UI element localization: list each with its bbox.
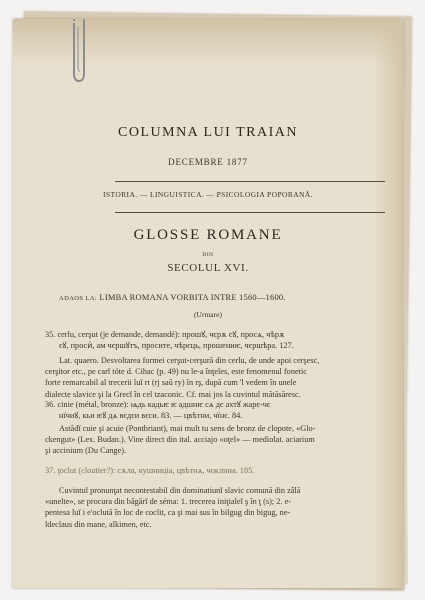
- paragraph-line: pentesa luĭ i e'oclută în loc de coclit, ca şi mai sus în bilgug din bigug, ne-: [45, 508, 291, 518]
- entry-35-continuation: єꙋ, просиⷮ, ам чєршꙋтъ, просите, чѣрєць, прошениѥ, чєршѣра. 127.: [59, 341, 294, 351]
- addendum-title: LIMBA ROMANA VORBITA INTRE 1560—1600.: [99, 292, 286, 302]
- entry-37-headword: 37. ţoclut (cloutier?): сѫла, кушниціа, цвѣтнѧ, чоклниа. 185.: [45, 466, 255, 475]
- entry-37-commentary: [45, 485, 385, 530]
- divider-rule-bottom: [115, 212, 385, 213]
- paragraph-line: forte remarcabil al trecerii luĭ rt (rj saŭ ry) în rş, după cum 'l vedem în unele: [45, 378, 297, 388]
- article-by: DIN: [202, 252, 214, 258]
- paper-clip-icon: [65, 19, 91, 87]
- entry-35-headword: 35. cerlu, cerşut (je demande, demandé): прошꙋ, чєрѫ єꙋ, просѧ, чѣрѫ: [45, 330, 285, 339]
- entry-36-commentary: [45, 423, 385, 457]
- paragraph-line: Astădĭ cuie şi acuie (Pontbriant), mai mult tu sens de bronz de clopote, «Glo-: [59, 424, 316, 433]
- article-title: GLOSSE ROMANE: [133, 227, 283, 243]
- divider-rule-top: [115, 181, 385, 182]
- journal-sections: ISTORIA. — LINGUISTICA. — PSICOLOGIA POPORANĂ.: [103, 190, 313, 199]
- entry-37: [45, 465, 385, 476]
- paragraph-line: ldeclaus din mane, alkimen, etc.: [45, 519, 152, 529]
- paragraph-line: cerşitor etc., pe carĭ tóte d. Cihac (p. 49) nu le-a înţeles, este fenomenul fonetic: [45, 367, 307, 377]
- entry-35-commentary: [45, 355, 385, 400]
- paragraph-line: ckengut» (Lex. Budan.). Vine direct din ital. acciajo «oţel» — mediolat. aciarium: [45, 435, 315, 445]
- paragraph-line: «unelte», se procura din băgărĭ de séma: 1. trecerea iniţialeĭ ş în ţ (s); 2. e-: [45, 497, 292, 507]
- paragraph-line: Cuvintul pronunţat necontestabil din dominatiunĭ slavic comună din zâlă: [59, 486, 301, 495]
- paragraph-line: Lat. quaero. Desvoltarea formei cerşut-cerşură din cerlu, de unde apoi cerşesc,: [59, 356, 320, 365]
- entry-35: [45, 329, 385, 351]
- article-century: SECOLUL XVI.: [167, 262, 249, 274]
- continued-note: (Urmare): [194, 310, 222, 319]
- document-page: [13, 19, 403, 588]
- paragraph-line: şi accinium (Du Cange).: [45, 446, 127, 456]
- entry-36-headword: 36. cinie (métal, bronze): ѩдь кадьѥ ѥ адшнѥ сѧ дє ахтꙋ жарє-чє: [45, 400, 271, 409]
- entry-36: [45, 399, 385, 421]
- issue-date: DECEMBRE 1877: [168, 157, 248, 167]
- entry-36-continuation: нїчиꙋ, кьи ѥꙋ дѧ вєдєи вєси. 83. — цвѣтни, чїнє. 84.: [59, 411, 243, 421]
- paragraph-line: dialecte slavice şi la Grecĭ în cel tzaconic. Cf. mai jos la cuvintul mătăsăresc.: [45, 389, 301, 399]
- article-addendum: [59, 292, 286, 302]
- journal-title: COLUMNA LUI TRAIAN: [118, 125, 298, 140]
- addendum-prefix: ADAOS LA:: [59, 295, 98, 302]
